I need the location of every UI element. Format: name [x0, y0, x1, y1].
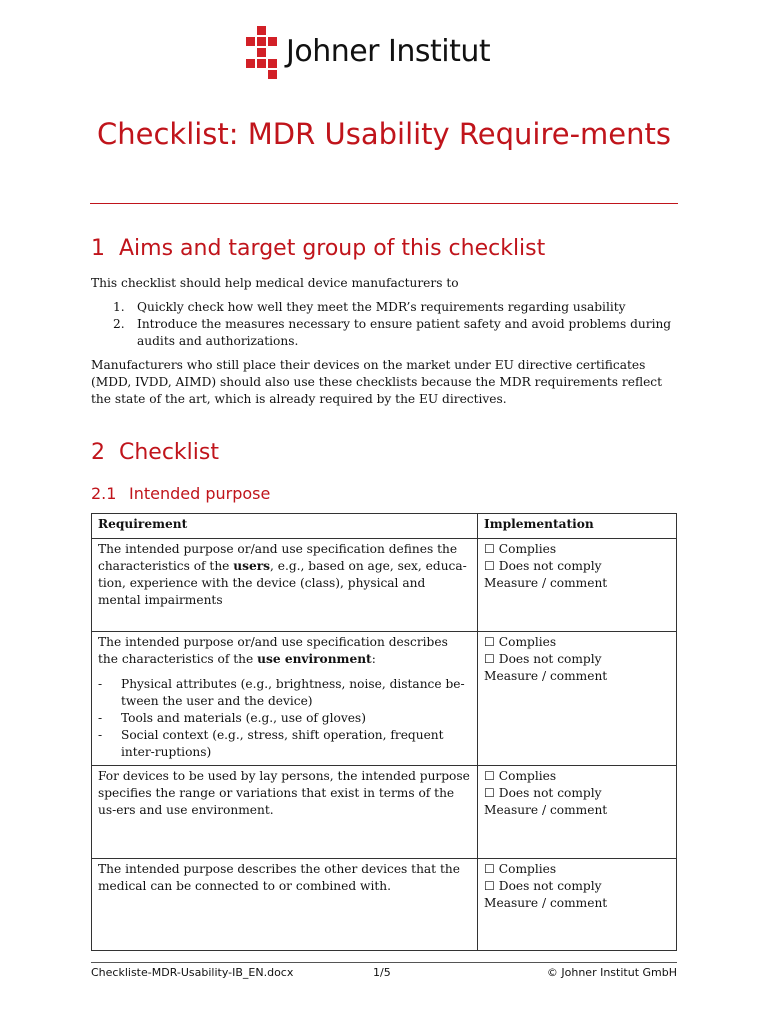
footer-filename: Checkliste-MDR-Usability-IB_EN.docx [91, 966, 294, 979]
table-row [92, 632, 677, 766]
list-item: - Social context (e.g., stress, shift operation, frequent inter-ruptions) [98, 727, 471, 761]
footer-divider [91, 962, 677, 963]
complies-checkbox[interactable]: ☐ Complies [484, 635, 557, 649]
logo-text: Johner Institut [286, 34, 491, 69]
section-1-intro: This checklist should help medical device manufacturers to [91, 276, 459, 290]
logo-mark-icon [246, 26, 282, 86]
table-row [92, 859, 677, 951]
implementation-cell [478, 766, 677, 859]
measure-comment: Measure / comment [484, 576, 608, 590]
list-item: - Physical attributes (e.g., brightness, noise, distance be-tween the user and the device) [98, 676, 471, 710]
implementation-cell [478, 859, 677, 951]
requirement-cell: The intended purpose describes the other devices that the medical can be connected to or combined with. [92, 859, 478, 951]
measure-comment: Measure / comment [484, 669, 608, 683]
not-comply-checkbox[interactable]: ☐ Does not comply [484, 786, 602, 800]
aims-list [91, 299, 676, 350]
section-1-heading: 1 Aims and target group of this checklist [91, 236, 546, 261]
not-comply-checkbox[interactable]: ☐ Does not comply [484, 879, 602, 893]
section-2-1-heading: 2.1 Intended purpose [91, 484, 271, 503]
section-1-paragraph: Manufacturers who still place their devices on the market under EU directive certificates (MDD, IVDD, AIMD) should also use these checklists because the MDR requirements reflect the state of the art, which is already required by the EU directives. [91, 358, 663, 406]
document-title: Checklist: MDR Usability Require-ments [96, 117, 672, 151]
not-comply-checkbox[interactable]: ☐ Does not comply [484, 559, 602, 573]
complies-checkbox[interactable]: ☐ Complies [484, 862, 557, 876]
not-comply-checkbox[interactable]: ☐ Does not comply [484, 652, 602, 666]
implementation-cell [478, 539, 677, 632]
title-divider [90, 203, 678, 204]
list-item: 2. Introduce the measures necessary to ensure patient safety and avoid problems during audits and authorizations. [113, 317, 672, 348]
header-requirement: Requirement [92, 514, 478, 539]
requirement-cell: The intended purpose or/and use specification defines the characteristics of the users, e.g., based on age, sex, educa-tion, experience with the device (class), physical and mental impairments [92, 539, 478, 632]
measure-comment: Measure / comment [484, 803, 608, 817]
table-row [92, 766, 677, 859]
complies-checkbox[interactable]: ☐ Complies [484, 769, 557, 783]
table-row [92, 539, 677, 632]
header-implementation: Implementation [478, 514, 677, 539]
list-item: 1. Quickly check how well they meet the MDR’s requirements regarding usability [113, 300, 626, 314]
implementation-cell [478, 632, 677, 766]
requirement-cell: For devices to be used by lay persons, the intended purpose specifies the range or variations that exist in terms of the us-ers and use environment. [92, 766, 478, 859]
list-item: - Tools and materials (e.g., use of gloves) [98, 710, 471, 727]
requirements-table [91, 513, 677, 951]
footer-copyright: © Johner Institut GmbH [546, 966, 677, 979]
section-2-heading: 2 Checklist [91, 440, 219, 465]
complies-checkbox[interactable]: ☐ Complies [484, 542, 557, 556]
footer-page-number: 1/5 [373, 966, 391, 979]
environment-list [98, 676, 471, 761]
requirement-cell: The intended purpose or/and use specification describes the characteristics of the use environment: - Physical attributes (e.g., brightness, noise, distance be-tween the user and the device) - Tools and materials (e.g., use of gloves) - Social context (e.g., stress, shift operation, frequent inter-ruptions) [92, 632, 478, 766]
measure-comment: Measure / comment [484, 896, 608, 910]
table-header-row [92, 514, 677, 539]
